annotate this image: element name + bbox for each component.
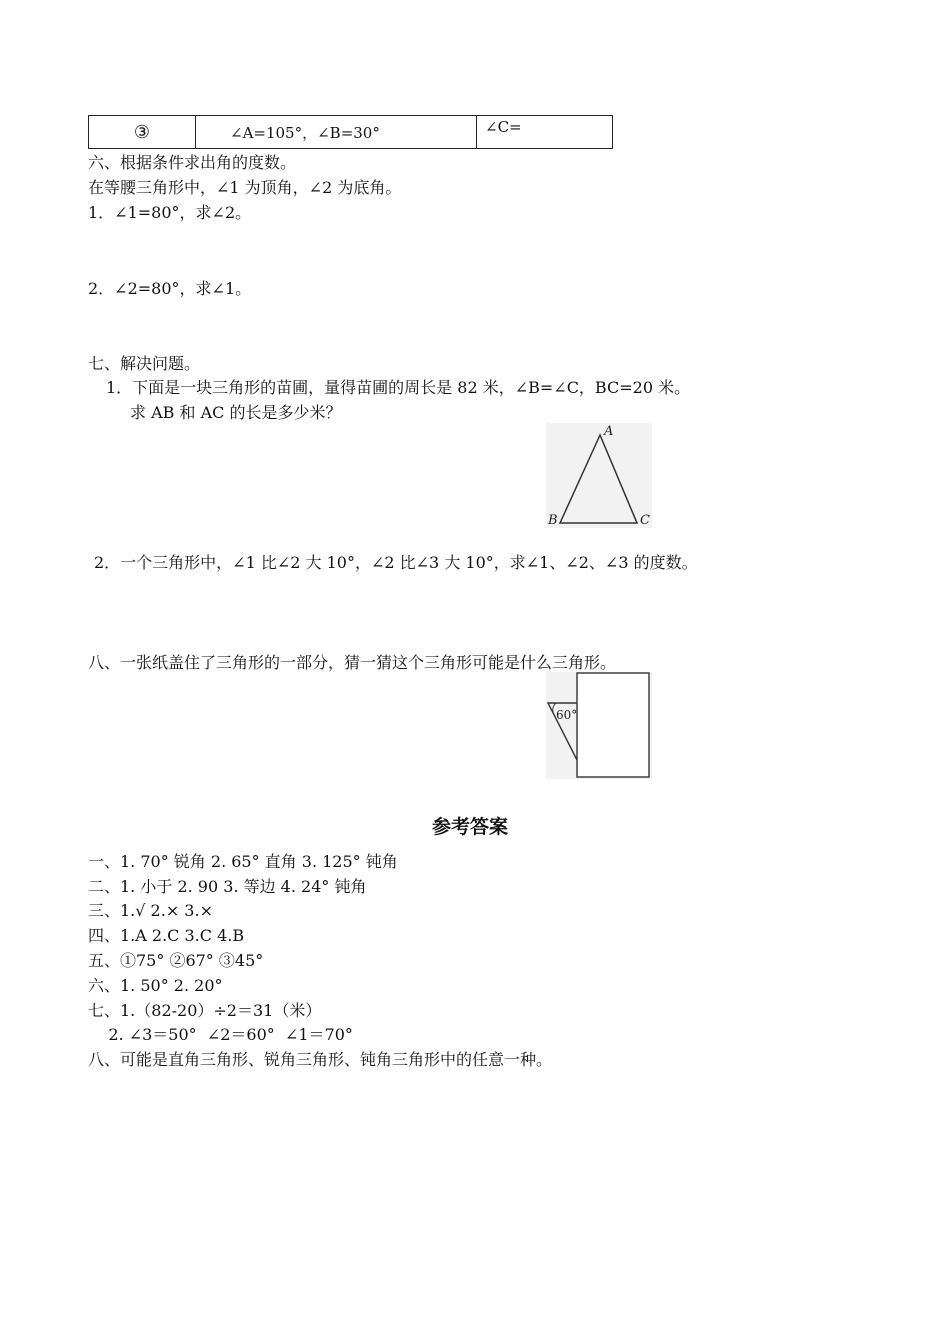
answer-line: 二、1. 小于 2. 90 3. 等边 4. 24° 钝角 (88, 877, 367, 896)
section7-question-2: 2．一个三角形中，∠1 比∠2 大 10°，∠2 比∠3 大 10°，求∠1、∠2、∠3 的度数。 (94, 553, 698, 572)
isosceles-triangle (560, 435, 637, 523)
table-cell-answer: ∠C= (477, 116, 613, 149)
section8-heading: 八、一张纸盖住了三角形的一部分，猜一猜这个三角形可能是什么三角形。 (88, 653, 617, 672)
answers-title: 参考答案 (432, 816, 509, 838)
angle-table (88, 115, 613, 149)
vertex-label-a: A (604, 424, 614, 439)
answer-line: 五、①75° ②67° ③45° (88, 951, 264, 970)
table-cell-given: ∠A=105°，∠B=30° (196, 116, 477, 149)
answer-line: 四、1.A 2.C 3.C 4.B (88, 926, 245, 945)
section6-heading: 六、根据条件求出角的度数。 (88, 153, 297, 172)
table-cell-index: ③ (89, 116, 196, 149)
answer-line: 六、1. 50° 2. 20° (88, 976, 223, 995)
vertex-label-b: B (548, 513, 558, 528)
section7-question-1-line1: 1．下面是一块三角形的苗圃，量得苗圃的周长是 82 米，∠B=∠C，BC=20 米。 (106, 378, 691, 397)
section7-heading: 七、解决问题。 (88, 354, 201, 373)
covered-triangle-figure (546, 672, 652, 779)
angle-label: 60° (556, 708, 578, 722)
answer-line: 2. ∠3＝50° ∠2＝60° ∠1＝70° (88, 1025, 353, 1044)
paper-cover (577, 673, 649, 777)
section6-question-1: 1．∠1=80°，求∠2。 (88, 203, 252, 222)
section7-question-1-line2: 求 AB 和 AC 的长是多少米？ (130, 403, 342, 422)
triangle-diagram (546, 423, 652, 528)
answer-line: 一、1. 70° 锐角 2. 65° 直角 3. 125° 钝角 (88, 852, 398, 871)
answer-line: 七、1.（82-20）÷2＝31（米） (88, 1001, 322, 1020)
triangle-figure (546, 423, 652, 528)
section6-intro: 在等腰三角形中，∠1 为顶角，∠2 为底角。 (88, 178, 402, 197)
answer-line: 八、可能是直角三角形、锐角三角形、钝角三角形中的任意一种。 (88, 1050, 553, 1069)
answer-line: 三、1.√ 2.× 3.× (88, 901, 213, 920)
vertex-label-c: C (640, 513, 650, 528)
section6-question-2: 2．∠2=80°，求∠1。 (88, 279, 252, 298)
covered-triangle-diagram (546, 672, 652, 779)
table-row (89, 116, 613, 149)
